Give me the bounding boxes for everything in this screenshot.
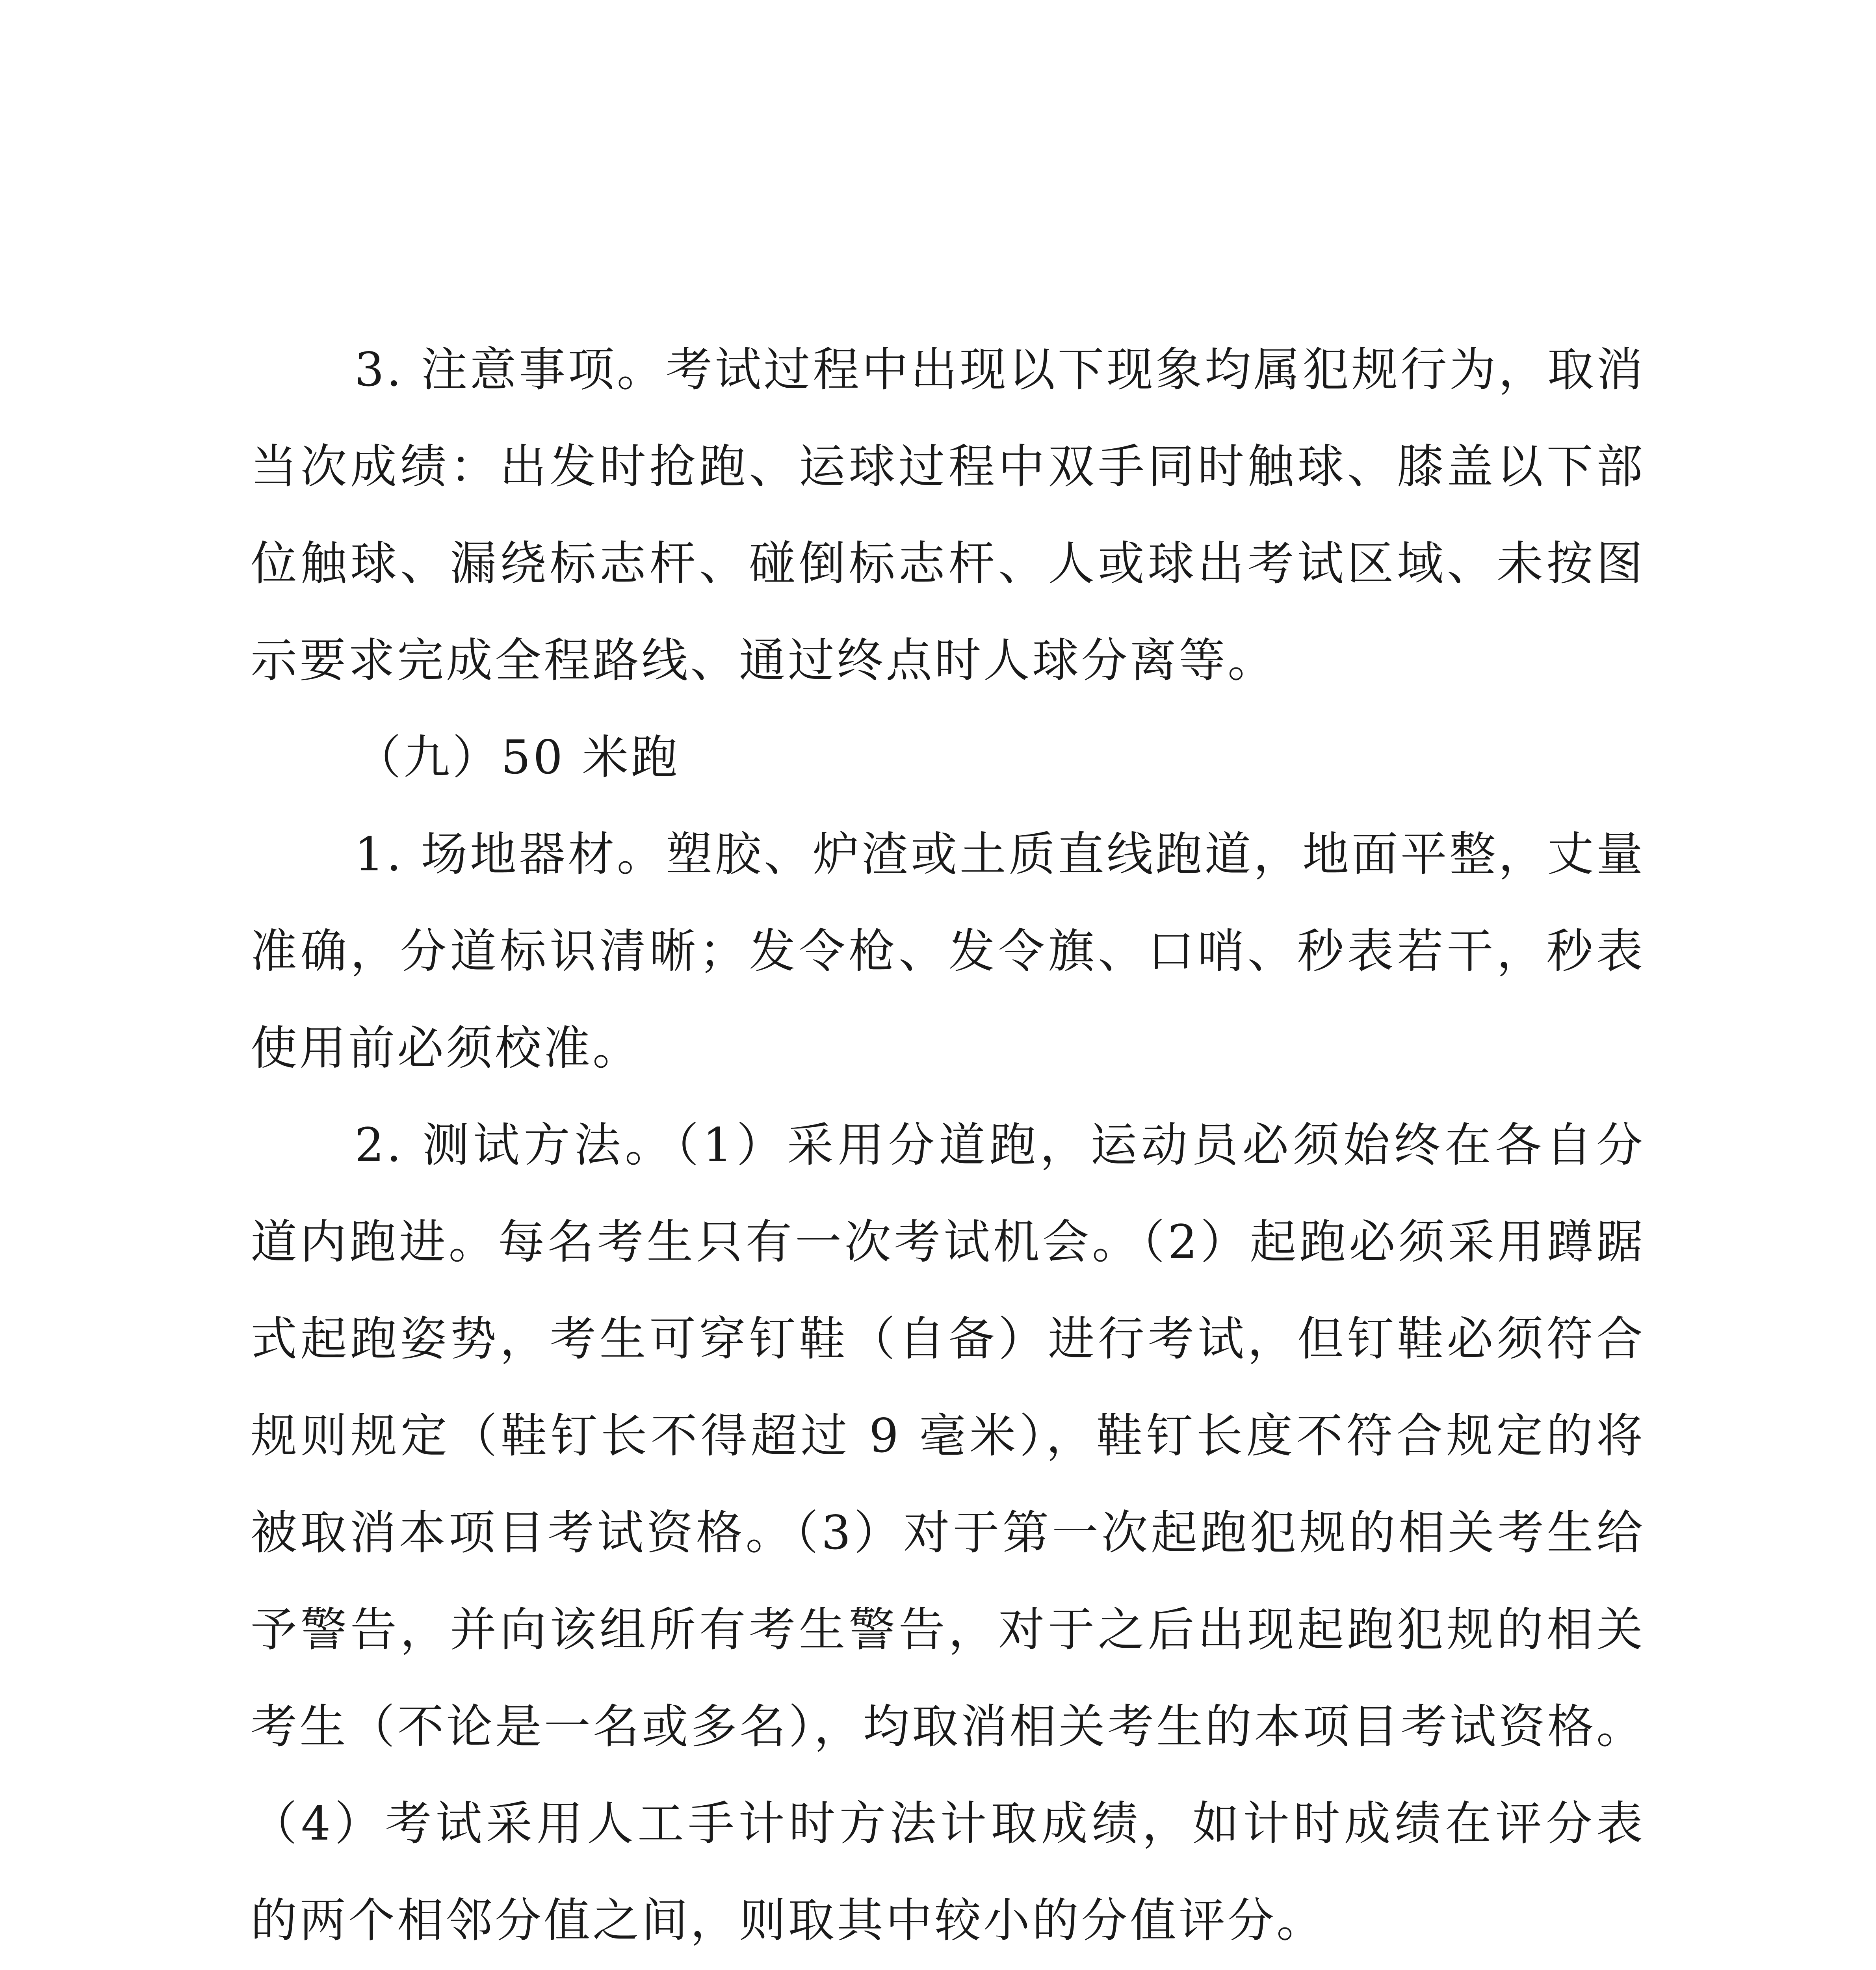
document-body xyxy=(251,321,1645,1970)
section-heading-50m-run: （九）50 米跑 xyxy=(355,730,680,784)
paragraph-50m-test-method: 2. 测试方法。（1）采用分道跑，运动员必须始终在各自分道内跑进。每名考生只有一次考试机会。（2）起跑必须采用蹲踞式起跑姿势，考生可穿钉鞋（自备）进行考试，但钉鞋必须符合规则规定（鞋钉长不得超过 9 毫米），鞋钉长度不符合规定的将被取消本项目考试资格。（3）对于第一次起跑犯规的相关考生给予警告，并向该组所有考生警告，对于之后出现起跑犯规的相关考生（不论是一名或多名），均取消相关考生的本项目考试资格。（4）考试采用人工手计时方法计取成绩，如计时成绩在评分表的两个相邻分值之间，则取其中较小的分值评分。 xyxy=(251,1118,1645,1948)
paragraph-50m-equipment: 1. 场地器材。塑胶、炉渣或土质直线跑道，地面平整，丈量准确，分道标识清晰；发令枪、发令旗、口哨、秒表若干，秒表使用前必须校准。 xyxy=(251,827,1645,1075)
paragraph-precautions: 3. 注意事项。考试过程中出现以下现象均属犯规行为，取消当次成绩：出发时抢跑、运球过程中双手同时触球、膝盖以下部位触球、漏绕标志杆、碰倒标志杆、人或球出考试区域、未按图示要求完成全程路线、通过终点时人球分离等。 xyxy=(251,342,1645,688)
